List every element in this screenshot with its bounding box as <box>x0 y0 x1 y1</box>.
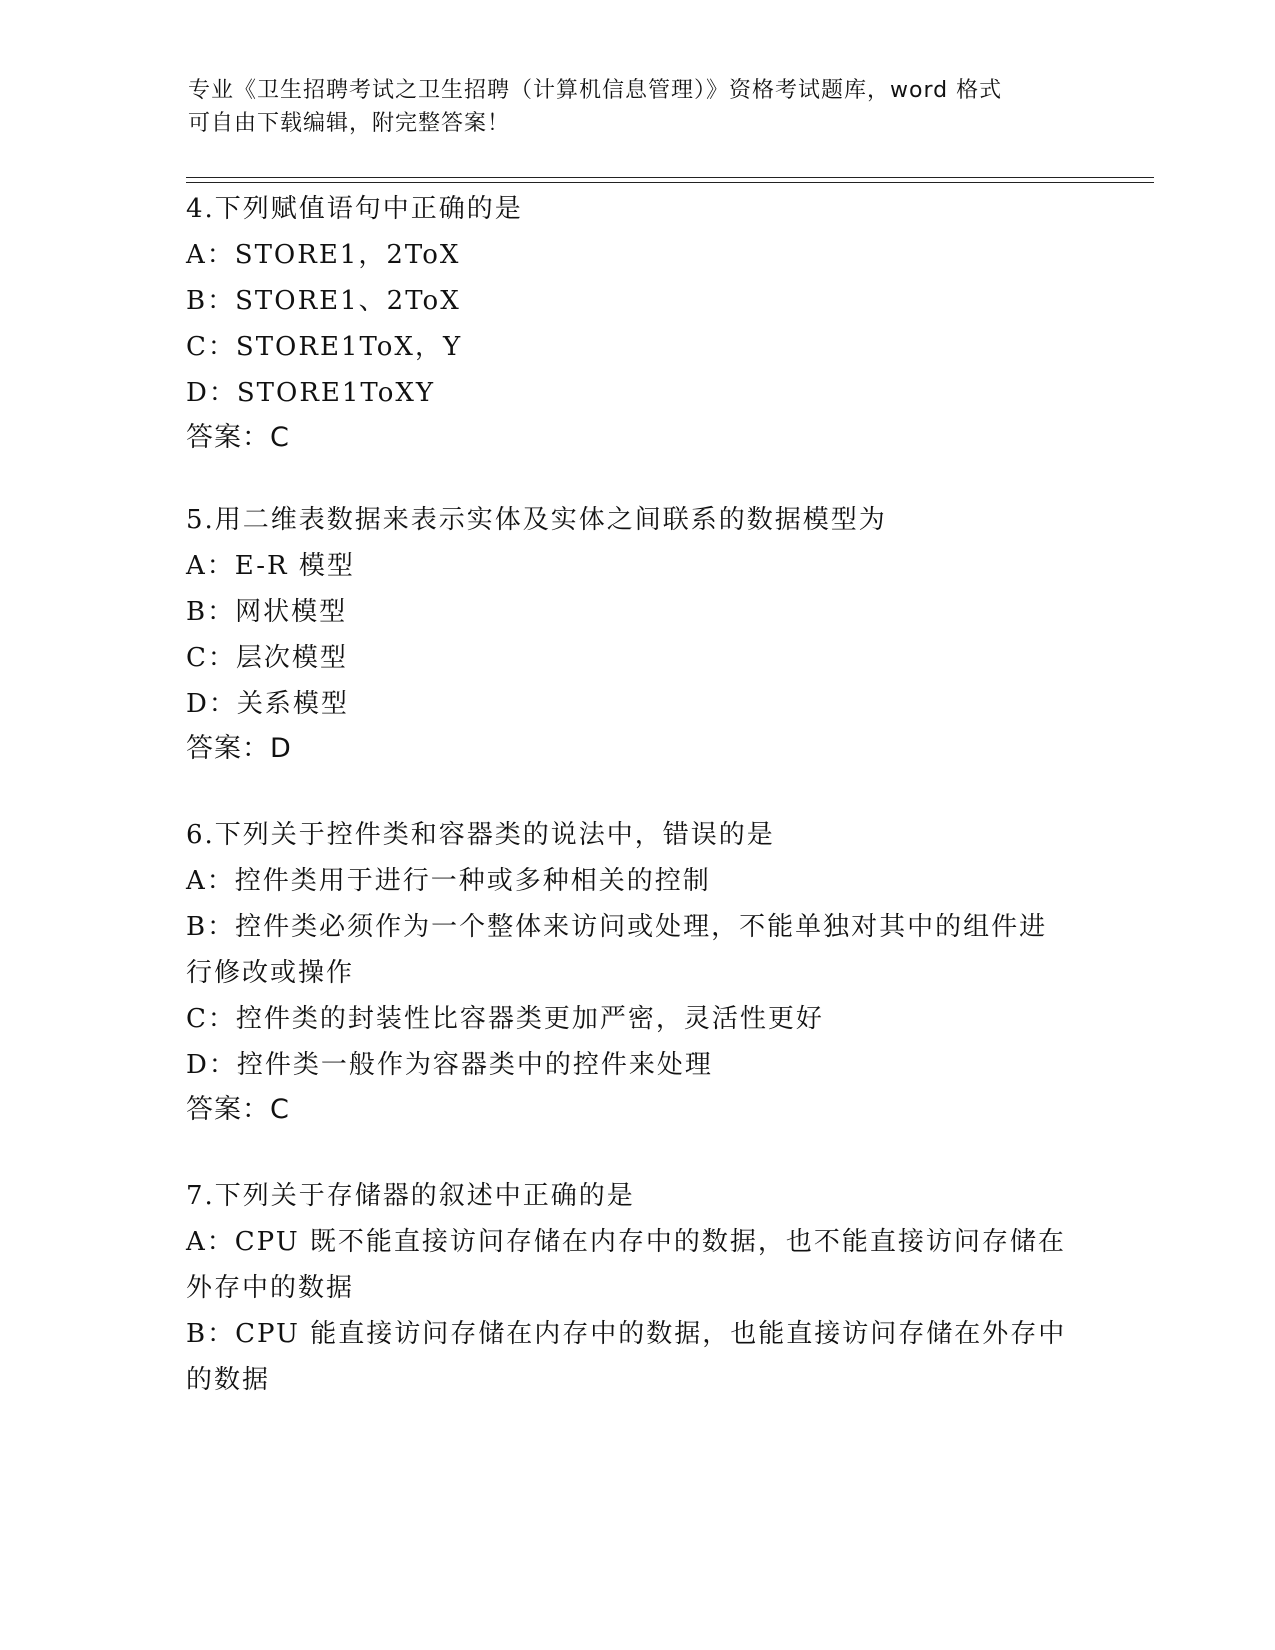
question-7 <box>186 1173 1086 1403</box>
option-b-continued: 的数据 <box>186 1365 271 1395</box>
option-b: B：STORE1、2ToX <box>186 286 461 316</box>
header-divider-top <box>186 177 1154 178</box>
option-d: D：关系模型 <box>186 689 349 719</box>
question-stem: 4.下列赋值语句中正确的是 <box>186 194 523 224</box>
option-a: A：STORE1，2ToX <box>186 240 461 270</box>
option-a: A：CPU 既不能直接访问存储在内存中的数据，也不能直接访问存储在 <box>186 1227 1066 1257</box>
option-b: B：CPU 能直接访问存储在内存中的数据，也能直接访问存储在外存中 <box>186 1319 1067 1349</box>
option-d: D：STORE1ToXY <box>186 378 436 408</box>
question-stem: 7.下列关于存储器的叙述中正确的是 <box>186 1181 635 1211</box>
option-a: A：控件类用于进行一种或多种相关的控制 <box>186 866 711 896</box>
question-4 <box>186 186 1086 460</box>
option-b: B：网状模型 <box>186 597 348 627</box>
option-c: C：STORE1ToX，Y <box>186 332 463 362</box>
option-b: B：控件类必须作为一个整体来访问或处理，不能单独对其中的组件进 <box>186 912 1048 942</box>
question-stem: 6.下列关于控件类和容器类的说法中，错误的是 <box>186 820 775 850</box>
option-c: C：层次模型 <box>186 643 348 673</box>
option-d: D：控件类一般作为容器类中的控件来处理 <box>186 1050 713 1080</box>
option-b-continued: 行修改或操作 <box>186 958 355 988</box>
option-c: C：控件类的封装性比容器类更加严密，灵活性更好 <box>186 1004 824 1034</box>
question-5 <box>186 497 1086 771</box>
option-a: A：E-R 模型 <box>186 551 355 581</box>
header-divider-bottom <box>186 182 1154 183</box>
answer-label: 答案：D <box>186 733 292 764</box>
answer-label: 答案：C <box>186 422 290 453</box>
question-6 <box>186 812 1086 1132</box>
document-header <box>188 74 1088 140</box>
header-line-2: 可自由下载编辑，附完整答案！ <box>188 111 511 136</box>
answer-label: 答案：C <box>186 1094 290 1125</box>
question-stem: 5.用二维表数据来表示实体及实体之间联系的数据模型为 <box>186 505 887 535</box>
header-line-1: 专业《卫生招聘考试之卫生招聘（计算机信息管理）》资格考试题库，word 格式 <box>188 78 1003 103</box>
option-a-continued: 外存中的数据 <box>186 1273 355 1303</box>
